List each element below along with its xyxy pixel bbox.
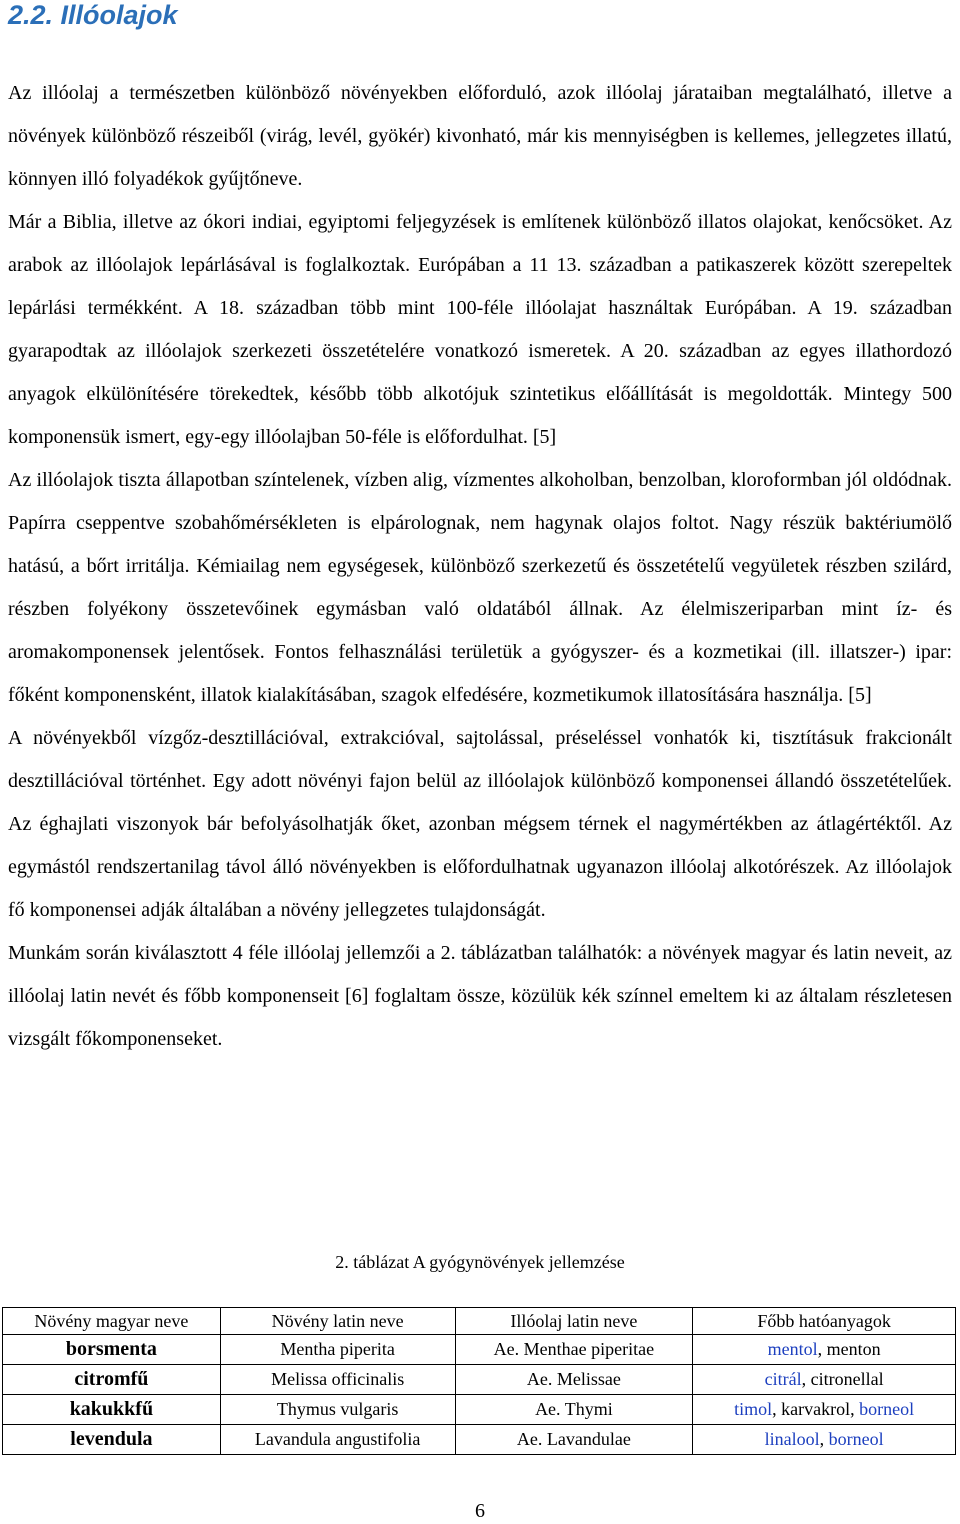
component: menton bbox=[826, 1339, 881, 1359]
table-caption: 2. táblázat A gyógynövények jellemzése bbox=[335, 1252, 625, 1272]
header-components: Főbb hatóanyagok bbox=[693, 1308, 956, 1335]
component-highlighted: mentol bbox=[767, 1339, 818, 1359]
component: karvakrol bbox=[781, 1399, 851, 1419]
cell-latin-name: Thymus vulgaris bbox=[220, 1395, 455, 1425]
component-separator: , bbox=[801, 1369, 811, 1389]
component-separator: , bbox=[850, 1399, 860, 1419]
cell-components bbox=[693, 1365, 956, 1395]
herbs-table bbox=[2, 1307, 956, 1455]
table-row bbox=[3, 1335, 956, 1365]
section-heading: 2.2. Illóolajok bbox=[8, 0, 178, 30]
paragraph-history: Már a Biblia, illetve az ókori indiai, egyiptomi feljegyzések is említenek különböző illatos olajokat, kenőcsöket. Az arabok az illóolajok lepárlásával is foglalkoztak. Európában a 11 13. században a patikaszerek között szerepeltek lepárlási termékként. A 18. században több mint 100-féle illóolajat használtak Európában. A 19. században gyarapodtak az illóolajok szerkezeti összetételére vonatkozó ismeretek. A 20. században az egyes illathordozó anyagok elkülönítésére törekedtek, később több alkotójuk szintetikus előállítását is megoldották. Mintegy 500 komponensük ismert, egy-egy illóolajban 50-féle is előfordulhat. [5] bbox=[8, 211, 952, 448]
table-row bbox=[3, 1425, 956, 1455]
cell-components bbox=[693, 1395, 956, 1425]
paragraph-extraction: A növényekből vízgőz-desztillációval, extrakcióval, sajtolással, préseléssel vonhatók ki, tisztításuk frakcionált desztillációval történhet. Egy adott növényi fajon belül az illóolajok különböző komponensei állandó összetételűek. Az éghajlati viszonyok bár befolyásolhatják őket, azonban mégsem térnek el nagymértékben az átlagértéktől. Az egymástól rendszertanilag távol álló növényekben is előfordulhatnak ugyanazon illóolaj alkotórészek. Az illóolajok fő komponensei adják általában a növény jellegzetes tulajdonságát. bbox=[8, 727, 952, 921]
table-body bbox=[3, 1335, 956, 1455]
header-latin-name: Növény latin neve bbox=[220, 1308, 455, 1335]
header-oil-name: Illóolaj latin neve bbox=[455, 1308, 693, 1335]
cell-oil-name: Ae. Melissae bbox=[455, 1365, 693, 1395]
cell-latin-name: Mentha piperita bbox=[220, 1335, 455, 1365]
component-highlighted: citrál bbox=[764, 1369, 802, 1389]
cell-components bbox=[693, 1335, 956, 1365]
body-text bbox=[8, 72, 952, 1061]
table-header-row bbox=[3, 1308, 956, 1335]
table-row bbox=[3, 1395, 956, 1425]
component-highlighted: borneol bbox=[828, 1429, 884, 1449]
paragraph-selection: Munkám során kiválasztott 4 féle illóolaj jellemzői a 2. táblázatban találhatók: a növények magyar és latin neveit, az illóolaj latin nevét és főbb komponenseit [6] foglaltam össze, közülük kék színnel emeltem ki az általam részletesen vizsgált főkomponenseket. bbox=[8, 942, 952, 1050]
cell-latin-name: Melissa officinalis bbox=[220, 1365, 455, 1395]
cell-oil-name: Ae. Lavandulae bbox=[455, 1425, 693, 1455]
cell-hungarian-name: kakukkfű bbox=[3, 1395, 221, 1425]
component-separator: , bbox=[772, 1399, 782, 1419]
cell-latin-name: Lavandula angustifolia bbox=[220, 1425, 455, 1455]
header-hungarian-name: Növény magyar neve bbox=[3, 1308, 221, 1335]
paragraph-definition: Az illóolaj a természetben különböző növényekben előforduló, azok illóolaj járataiban megtalálható, illetve a növények különböző részeiből (virág, levél, gyökér) kivonható, már kis mennyiségben is kellemes, jellegzetes illatú, könnyen illó folyadékok gyűjtőneve. bbox=[8, 82, 952, 190]
component-separator: , bbox=[819, 1429, 829, 1449]
cell-hungarian-name: borsmenta bbox=[3, 1335, 221, 1365]
cell-hungarian-name: citromfű bbox=[3, 1365, 221, 1395]
cell-oil-name: Ae. Thymi bbox=[455, 1395, 693, 1425]
cell-hungarian-name: levendula bbox=[3, 1425, 221, 1455]
component-highlighted: borneol bbox=[859, 1399, 915, 1419]
cell-oil-name: Ae. Menthae piperitae bbox=[455, 1335, 693, 1365]
paragraph-properties: Az illóolajok tiszta állapotban színtelenek, vízben alig, vízmentes alkoholban, benzolban, kloroformban jól oldódnak. Papírra cseppentve szobahőmérsékleten is elpárolognak, nem hagynak olajos foltot. Nagy részük baktériumölő hatású, a bőrt irritálja. Kémiailag nem egységesek, különböző szerkezetű és összetételű vegyületek részben szilárd, részben folyékony összetevőinek egymásban való oldatából állnak. Az élelmiszeriparban mint íz- és aromakomponensek jelentősek. Fontos felhasználási területük a gyógyszer- és a kozmetikai (ill. illatszer-) ipar: főként komponensként, illatok kialakításában, szagok elfedésére, kozmetikumok illatosítására használja. [5] bbox=[8, 469, 952, 706]
component-highlighted: timol bbox=[734, 1399, 773, 1419]
cell-components bbox=[693, 1425, 956, 1455]
component-separator: , bbox=[817, 1339, 827, 1359]
component: citronellal bbox=[810, 1369, 884, 1389]
table-row bbox=[3, 1365, 956, 1395]
component-highlighted: linalool bbox=[764, 1429, 820, 1449]
page-number: 6 bbox=[475, 1500, 485, 1522]
